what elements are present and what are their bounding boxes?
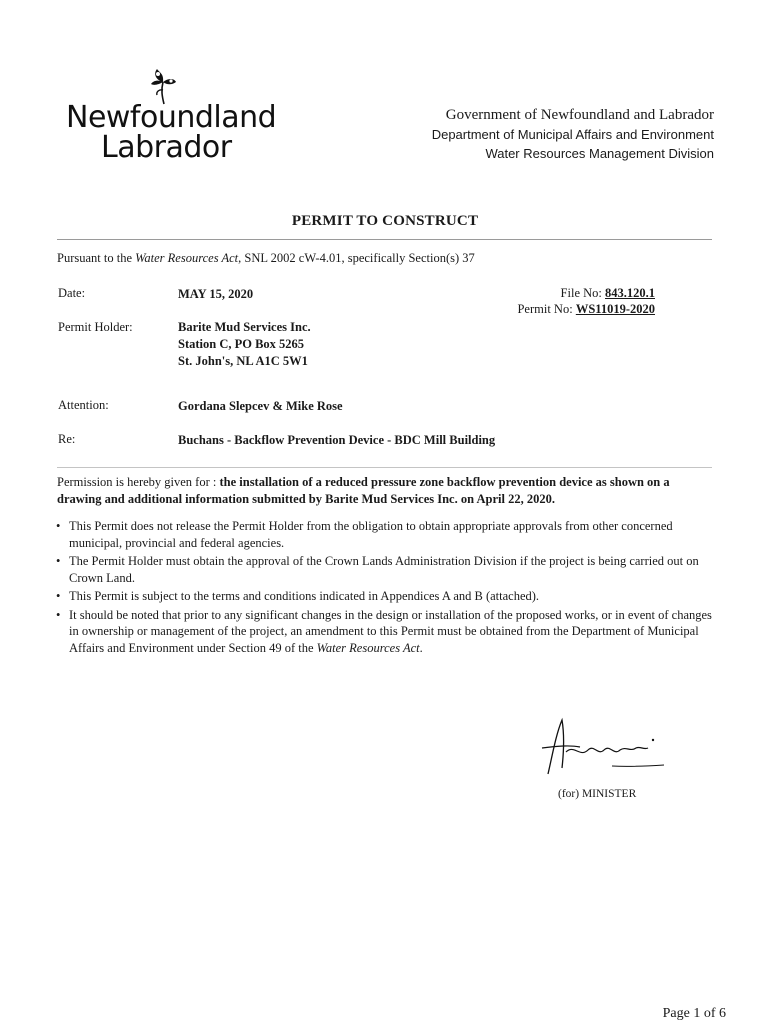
- condition-item: • The Permit Holder must obtain the approval of the Crown Lands Administration Division if the project is being carried out on Crown Land.: [56, 553, 716, 586]
- condition-item: [56, 607, 716, 657]
- permission-body: the installation of a reduced pressure zone backflow prevention device as shown on a drawing and additional information submitted by Barite Mud Services Inc. on April 22, 2020.: [57, 475, 670, 506]
- division-name: Water Resources Management Division: [485, 146, 714, 161]
- attention-value: Gordana Slepcev & Mike Rose: [178, 399, 343, 413]
- condition4-act: Water Resources Act: [316, 640, 420, 655]
- re-label: Re:: [58, 432, 76, 446]
- pursuant-line: [57, 250, 475, 267]
- holder-line3: St. John's, NL A1C 5W1: [178, 354, 308, 368]
- logo-line1: Newfoundland: [66, 100, 277, 135]
- attention-label: Attention:: [58, 398, 109, 412]
- condition4-suffix: .: [419, 640, 423, 655]
- government-header: [432, 106, 714, 163]
- condition4-prefix: It should be noted that prior to any significant changes in the design or installation of the proposed works, or in event of changes in ownership or management of the project, an amendment to this Permit must be obtained from the Department of Municipal Affairs and Environment under Section 49 of the: [69, 607, 712, 655]
- condition-item: • This Permit is subject to the terms and conditions indicated in Appendices A and B (attached).: [56, 588, 716, 605]
- condition-item: • This Permit does not release the Permit Holder from the obligation to obtain appropriate approvals from other concerned municipal, provincial and federal agencies.: [56, 518, 716, 551]
- holder-line1: Barite Mud Services Inc.: [178, 320, 311, 334]
- newfoundland-labrador-logo: [66, 66, 277, 166]
- conditions-list: [56, 518, 716, 658]
- signature-caption: (for) MINISTER: [558, 788, 637, 800]
- file-number-label: File No:: [560, 286, 602, 300]
- section-divider: [57, 467, 712, 468]
- department-name: Department of Municipal Affairs and Environment: [431, 127, 714, 142]
- re-value: Buchans - Backflow Prevention Device - BDC Mill Building: [178, 433, 496, 447]
- holder-line2: Station C, PO Box 5265: [178, 337, 305, 351]
- pursuant-act: Water Resources Act: [135, 251, 239, 265]
- file-number-value: 843.120.1: [605, 286, 655, 300]
- minister-signature: [540, 712, 670, 780]
- permit-holder-address: [178, 319, 311, 370]
- permit-number-row: [517, 301, 655, 317]
- permit-number-label: Permit No:: [517, 302, 573, 316]
- permit-holder-label: Permit Holder:: [58, 320, 133, 334]
- document-title: PERMIT TO CONSTRUCT: [291, 213, 479, 229]
- date-value: MAY 15, 2020: [178, 287, 254, 301]
- government-name: Government of Newfoundland and Labrador: [445, 107, 714, 123]
- page-number: Page 1 of 6: [662, 1006, 726, 1021]
- title-divider: [57, 239, 712, 240]
- date-label: Date:: [58, 286, 86, 300]
- logo-line2: Labrador: [101, 130, 232, 165]
- pursuant-prefix: Pursuant to the: [57, 251, 136, 265]
- permission-prefix: Permission is hereby given for :: [57, 475, 220, 489]
- file-info: [517, 285, 655, 317]
- permit-number-value: WS11019-2020: [575, 302, 655, 316]
- file-number-row: [517, 285, 655, 301]
- permission-statement: [57, 474, 717, 508]
- pursuant-suffix: , SNL 2002 cW-4.01, specifically Section(s) 37: [238, 251, 475, 265]
